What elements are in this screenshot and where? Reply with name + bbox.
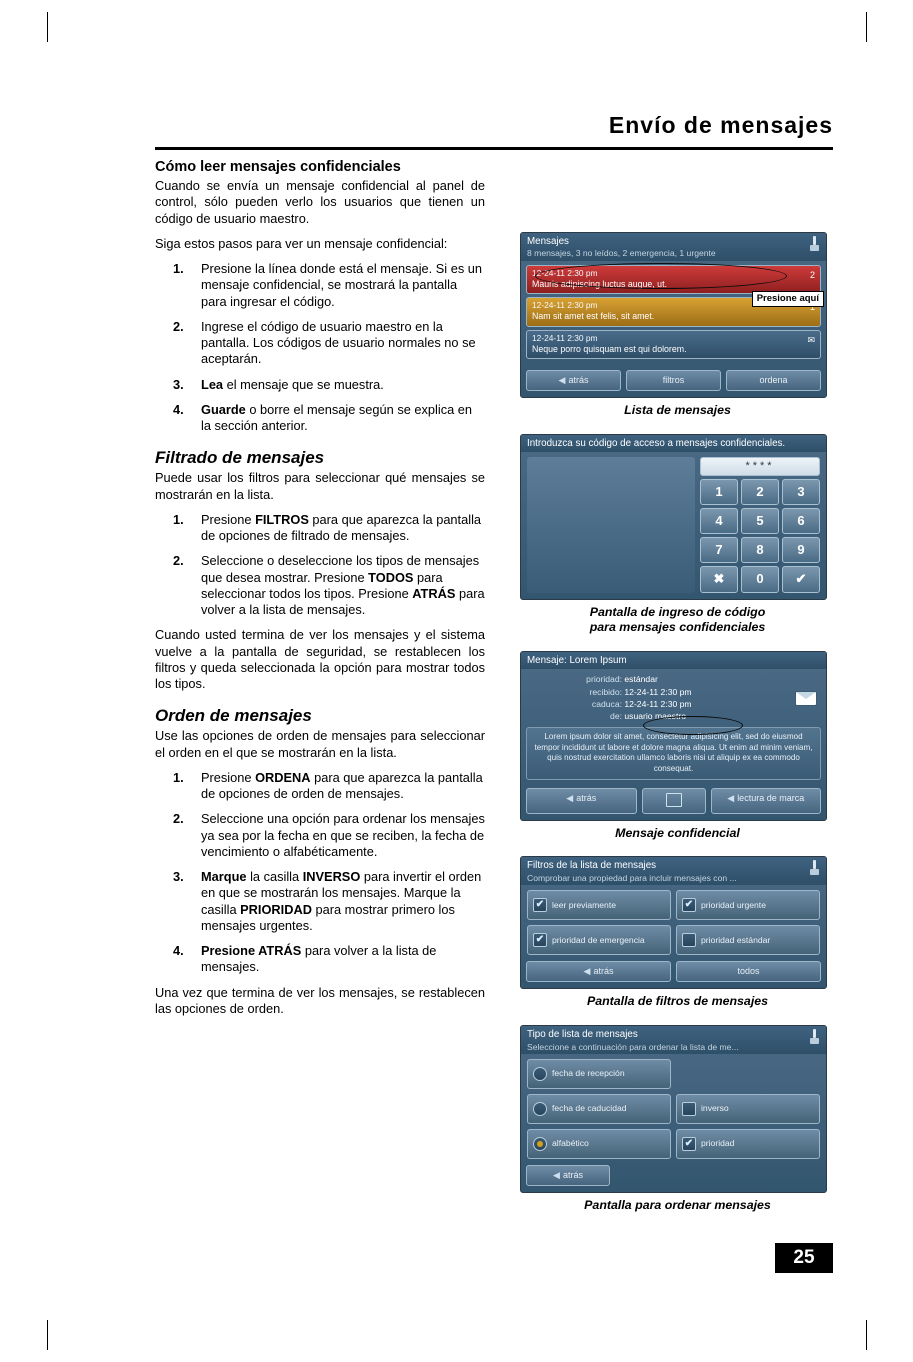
radio-icon [533, 1067, 547, 1081]
figure-message-list [520, 232, 835, 418]
paragraph-filtrado-intro: Puede usar los filtros para seleccionar qué mensajes se mostrarán en la lista. [155, 470, 485, 502]
key-5[interactable]: 5 [741, 508, 779, 534]
right-column [520, 232, 835, 1229]
step-text: Ingrese el código de usuario maestro en la pantalla. Los códigos de usuario normales no se aceptarán. [201, 318, 476, 367]
figure-caption: Pantalla para ordenar mensajes [584, 1198, 771, 1213]
field-row [526, 710, 821, 722]
key-4[interactable]: 4 [700, 508, 738, 534]
sort-option-alfabetico[interactable] [527, 1129, 671, 1159]
back-button[interactable] [526, 961, 671, 982]
screen-footer [521, 957, 826, 988]
message-text: Neque porro quisquam est qui dolorem. [532, 343, 687, 354]
status-badge: 2 [809, 269, 815, 280]
field-row [526, 698, 821, 710]
checkbox-icon: ✔ [533, 898, 547, 912]
list-item [155, 319, 485, 368]
screen-subtitle: Comprobar una propiedad para incluir mensajes con ... [527, 872, 737, 883]
mark-read-label: lectura de marca [737, 792, 805, 803]
sort-button[interactable]: ordena [726, 370, 821, 391]
key-8[interactable]: 8 [741, 537, 779, 563]
screen-filters [520, 856, 827, 989]
back-button[interactable] [526, 370, 621, 391]
table-row[interactable] [526, 330, 821, 359]
sort-option-label: prioridad [701, 1138, 735, 1149]
back-button-label: atrás [576, 792, 597, 803]
screen-subtitle: Seleccione a continuación para ordenar la lista de me... [527, 1041, 739, 1052]
list-item [155, 377, 485, 393]
steps-filtrado [155, 512, 485, 619]
table-row[interactable] [526, 265, 821, 294]
field-value: 12-24-11 2:30 pm [624, 686, 692, 697]
antenna-icon [810, 860, 819, 875]
list-item [155, 770, 485, 803]
screen-confidential-message [520, 651, 827, 821]
sort-option-fecha-recepcion[interactable] [527, 1059, 671, 1089]
screen-header [521, 435, 826, 452]
back-button-label: atrás [593, 966, 614, 977]
figure-caption-line1: Pantalla de ingreso de código [589, 605, 766, 620]
header-divider [155, 147, 833, 150]
filter-option-prioridad-emergencia[interactable] [527, 925, 671, 955]
key-6[interactable]: 6 [782, 508, 820, 534]
step-text: Presione ATRÁS para volver a la lista de mensajes. [201, 943, 437, 975]
field-label: prioridad: [586, 674, 622, 685]
field-row [526, 673, 821, 685]
filter-option-leer-previamente[interactable] [527, 890, 671, 920]
step-number: 1. [173, 261, 184, 277]
screen-sort [520, 1025, 827, 1193]
step-number: 4. [173, 401, 184, 417]
footer-spacer [615, 1165, 821, 1186]
field-label: de: [610, 711, 622, 722]
filter-option-label: prioridad estándar [701, 934, 771, 945]
key-1[interactable]: 1 [700, 479, 738, 505]
figure-caption: Pantalla de filtros de mensajes [586, 994, 769, 1009]
left-arrow-icon: ◀ [727, 792, 735, 803]
steps-orden [155, 770, 485, 976]
message-body-text: Lorem ipsum dolor sit amet, consectetur adipisicing elit, sed do eiusmod tempor incididunt ut labore et dolore magna aliqua. Ut enim ad minim veniam, quis nostrud exercitation ullamco laboris nisi ut aliquip ex ea commodo consequat. [526, 727, 821, 780]
figure-sort [520, 1025, 835, 1213]
screen-title: Mensaje: Lorem Ipsum [527, 654, 627, 666]
screen-title: Introduzca su código de acceso a mensajes confidenciales. [527, 437, 786, 449]
screen-title: Mensajes [527, 236, 569, 247]
keypad-wrapper [521, 452, 826, 599]
checkbox-icon [682, 933, 696, 947]
message-text: Mauris adipiscing luctus augue, ut. [532, 278, 667, 289]
step-text: Seleccione una opción para ordenar los mensajes ya sea por la fecha en que se reciben, la fecha de vencimiento o alfabéticamente. [201, 811, 485, 859]
checkbox-icon: ✔ [533, 933, 547, 947]
section-heading-orden: Orden de mensajes [155, 706, 312, 726]
key-2[interactable]: 2 [741, 479, 779, 505]
all-button[interactable]: todos [676, 961, 821, 982]
message-rows [521, 261, 826, 366]
callout-press-here [752, 291, 824, 307]
filter-option-label: prioridad de emergencia [552, 934, 645, 945]
step-number: 3. [173, 376, 184, 392]
filter-option-label: prioridad urgente [701, 899, 766, 910]
steps-confidential [155, 261, 485, 434]
step-number: 4. [173, 943, 184, 959]
message-fields [526, 673, 821, 723]
section-heading-filtrado: Filtrado de mensajes [155, 448, 325, 468]
filter-option-prioridad-urgente[interactable] [676, 890, 820, 920]
screen-footer [521, 366, 826, 397]
crop-mark [866, 1320, 867, 1350]
field-value: 12-24-11 2:30 pm [624, 699, 692, 709]
confirm-check-icon[interactable]: ✔ [782, 566, 820, 593]
message-text: Nam sit amet est felis, sit amet. [532, 311, 655, 322]
paragraph-filtrado-reset: Cuando usted termina de ver los mensajes y el sistema vuelve a la pantalla de seguridad, se restablecen los filtros y queda seleccionada la opción para mostrar todos los tipos. [155, 627, 485, 692]
left-arrow-icon: ◀ [553, 1170, 560, 1181]
left-column [155, 158, 485, 1026]
figure-caption-line2: para mensajes confidenciales [589, 619, 766, 634]
screen-header [521, 1026, 826, 1054]
step-number: 2. [173, 553, 184, 569]
screen-title: Filtros de la lista de mensajes [527, 860, 657, 872]
radio-icon [533, 1102, 547, 1116]
screen-footer [521, 1161, 826, 1192]
step-number: 3. [173, 869, 184, 885]
screen-header [521, 233, 826, 261]
message-time: 12-24-11 2:30 pm [532, 332, 598, 343]
screen-subtitle: 8 mensajes, 3 no leídos, 2 emergencia, 1 urgente [527, 248, 716, 259]
checkbox-icon [682, 1102, 696, 1116]
filter-option-prioridad-estandar[interactable] [676, 925, 820, 955]
figure-filters [520, 856, 835, 1009]
radio-icon [533, 1137, 547, 1151]
paragraph-orden-reset: Una vez que termina de ver los mensajes, se restablecen las opciones de orden. [155, 984, 485, 1016]
filters-button[interactable]: filtros [626, 370, 721, 391]
filter-options [521, 885, 826, 957]
pin-display: **** [700, 457, 820, 476]
antenna-icon [810, 236, 819, 251]
key-3[interactable]: 3 [782, 479, 820, 505]
step-number: 1. [173, 769, 184, 785]
left-arrow-icon: ◀ [566, 792, 574, 803]
checkbox-icon: ✔ [682, 1137, 696, 1151]
figure-caption: Mensaje confidencial [615, 825, 740, 840]
back-button-label: atrás [568, 375, 589, 385]
key-7[interactable]: 7 [700, 537, 738, 563]
screen-footer [521, 784, 826, 820]
sort-option-inverso[interactable] [676, 1094, 820, 1124]
sort-option-label: fecha de caducidad [552, 1103, 627, 1114]
figure-caption [520, 605, 835, 635]
field-row [526, 686, 821, 698]
figure-confidential-message [520, 651, 835, 841]
crop-mark [866, 12, 867, 42]
step-text: Presione la línea donde está el mensaje. Si es un mensaje confidencial, se mostrará la pantalla para ingresar el código. [201, 261, 483, 309]
keypad [700, 457, 820, 593]
sort-option-label: alfabético [552, 1138, 589, 1149]
step-number: 2. [173, 318, 184, 334]
screen-header [521, 857, 826, 885]
antenna-icon [810, 1029, 819, 1044]
key-9[interactable]: 9 [782, 537, 820, 563]
screen-header [521, 652, 826, 669]
screen-code-entry [520, 434, 827, 600]
sort-option-prioridad[interactable] [676, 1129, 820, 1159]
field-value: estándar [624, 674, 658, 685]
page-number: 25 [775, 1243, 833, 1273]
keypad-left-panel [527, 457, 695, 593]
checkbox-icon: ✔ [682, 898, 696, 912]
cancel-x-icon[interactable]: ✖ [700, 566, 738, 593]
crop-mark [47, 12, 48, 42]
back-button[interactable] [526, 1165, 610, 1186]
list-item [155, 512, 485, 545]
envelope-icon [795, 691, 817, 706]
list-item [155, 553, 485, 618]
sort-options [521, 1054, 826, 1161]
figure-caption: Lista de mensajes [624, 403, 731, 417]
field-label: recibido: [589, 686, 622, 697]
screen-message-list [520, 232, 827, 398]
paragraph-confidential-steps-intro: Siga estos pasos para ver un mensaje confidencial: [155, 235, 448, 251]
message-time: 12-24-11 2:30 pm [532, 267, 598, 278]
step-number: 1. [173, 511, 184, 527]
section-heading-confidential: Cómo leer mensajes confidenciales [155, 159, 401, 175]
sort-option-fecha-caducidad[interactable] [527, 1094, 671, 1124]
step-text: Guarde o borre el mensaje según se explica en la sección anterior. [201, 401, 473, 434]
back-button[interactable] [526, 788, 637, 814]
mark-read-button[interactable] [711, 788, 822, 814]
step-number: 2. [173, 811, 184, 827]
list-item [155, 402, 485, 435]
step-text: Lea el mensaje que se muestra. [201, 376, 384, 392]
message-time: 12-24-11 2:30 pm [532, 300, 598, 311]
paragraph-confidential-intro: Cuando se envía un mensaje confidencial al panel de control, sólo pueden verlo los usuarios que tienen un código de usuario maestro. [155, 178, 485, 226]
left-arrow-icon: ◀ [583, 966, 591, 977]
callout-label: Presione aquí [756, 293, 819, 304]
filter-option-label: leer previamente [552, 899, 617, 910]
page-title: Envío de mensajes [608, 112, 833, 138]
screen-title: Tipo de lista de mensajes [527, 1029, 638, 1041]
envelope-icon: ✉ [807, 334, 815, 345]
step-text: Marque la casilla INVERSO para invertir el orden en que se mostrarán los mensajes. Marque la casilla PRIORIDAD para mostrar primero los mensajes urgentes. [201, 869, 482, 933]
key-0[interactable]: 0 [741, 566, 779, 593]
figure-code-entry [520, 434, 835, 635]
message-detail [521, 669, 826, 784]
step-text: Presione ORDENA para que aparezca la pantalla de opciones de orden de mensajes. [201, 769, 483, 802]
field-label: caduca: [591, 699, 622, 709]
left-arrow-icon: ◀ [558, 375, 566, 385]
list-item [155, 261, 485, 310]
trash-icon [666, 793, 682, 807]
list-item [155, 943, 485, 976]
sort-option-label: inverso [701, 1103, 729, 1114]
step-text: Presione FILTROS para que aparezca la pantalla de opciones de filtrado de mensajes. [201, 511, 482, 544]
crop-mark [47, 1320, 48, 1350]
list-item [155, 869, 485, 934]
delete-button[interactable] [642, 788, 706, 814]
field-value: usuario maestro [624, 711, 687, 722]
back-button-label: atrás [562, 1170, 583, 1181]
paragraph-orden-intro: Use las opciones de orden de mensajes para seleccionar el orden en el que se mostrarán en la lista. [155, 728, 485, 760]
sort-option-label: fecha de recepción [552, 1068, 625, 1079]
list-item [155, 811, 485, 860]
step-text: Seleccione o deseleccione los tipos de mensajes que desea mostrar. Presione TODOS para seleccionar todos los tipos. Presione ATRÁS para volver a la lista de mensajes. [201, 553, 485, 618]
